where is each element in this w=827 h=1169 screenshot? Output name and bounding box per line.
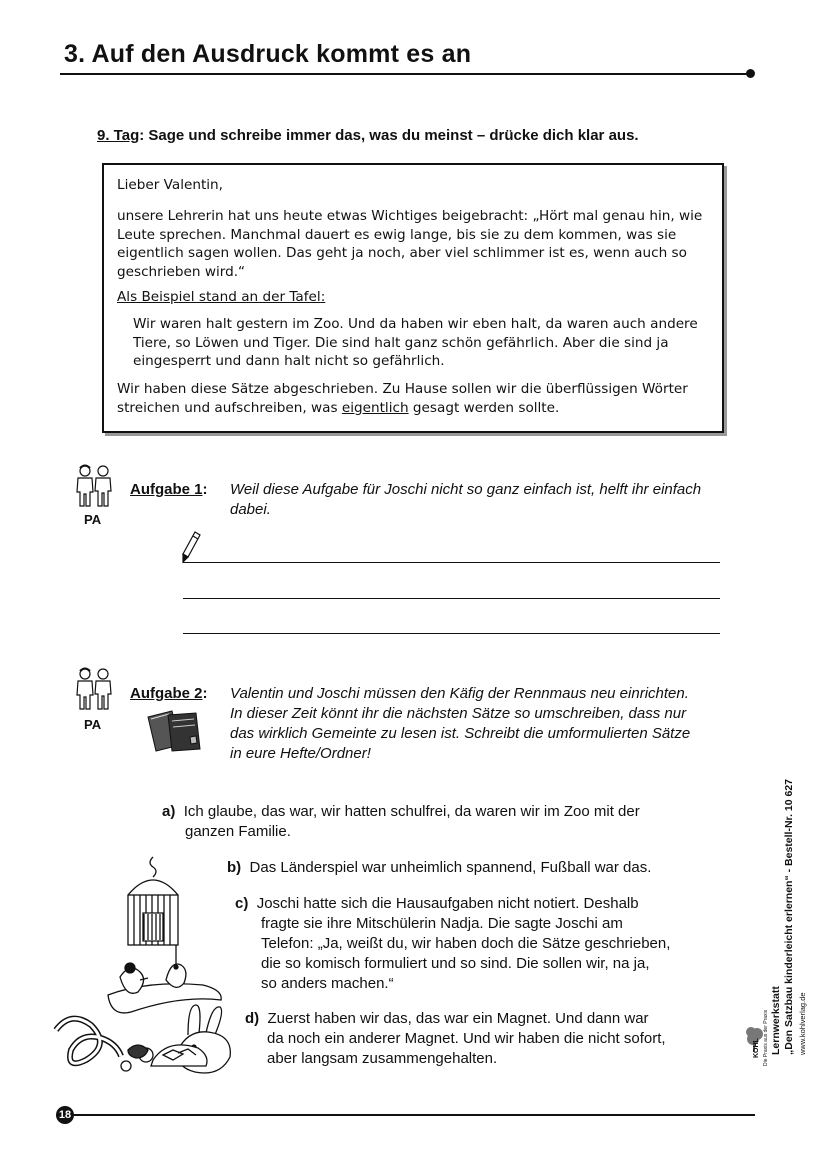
- task1-text: Weil diese Aufgabe für Joschi nicht so ganz einfach ist, helft ihr einfach dabei.: [230, 481, 702, 518]
- animals-cage-illustration: [48, 855, 243, 1085]
- item-c: [235, 894, 639, 914]
- item-a-cont: ganzen Familie.: [185, 823, 291, 840]
- task1-label: [130, 481, 208, 498]
- letter-greeting: Lieber Valentin,: [117, 177, 223, 193]
- day-text: : Sage und schreibe immer das, was du meinst – drücke dich klar aus.: [139, 127, 639, 144]
- item-c-line2: fragte sie ihre Mitschülerin Nadja. Die sagte Joschi am: [261, 915, 623, 932]
- task2-label-colon: :: [202, 685, 208, 702]
- task2-text: Valentin und Joschi müssen den Käfig der Rennmaus neu einrichten. In dieser Zeit könnt ihr die nächsten Sätze so umschreiben, dass nur das wirklich Gemeinte zu lesen ist. Schreibt die umformulierten Sätze in eure Hefte/Ordner!: [230, 685, 691, 762]
- task2-label: [130, 685, 208, 702]
- item-c-line3: Telefon: „Ja, weißt du, wir haben doch die Sätze geschrieben,: [261, 935, 671, 952]
- item-c-line5: so anders machen.“: [261, 975, 394, 992]
- letter-example-label: [117, 288, 325, 307]
- day-label: 9. Tag: [97, 127, 140, 144]
- title-rule: [60, 73, 750, 75]
- page-number: 18: [56, 1106, 74, 1124]
- letter-box: [102, 163, 724, 433]
- item-d-line1: Zuerst haben wir das, das war ein Magnet. Und dann war: [267, 1010, 649, 1027]
- example-label-text: Als Beispiel stand an der Tafel: [117, 289, 321, 305]
- pencil-icon: [180, 530, 202, 564]
- pa-label: PA: [84, 512, 102, 527]
- partner-work-icon: [74, 667, 114, 711]
- answer-line[interactable]: [183, 562, 720, 563]
- item-a-label: a): [162, 803, 176, 820]
- partner-work-icon: [74, 464, 114, 508]
- letter-body: unsere Lehrerin hat uns heute etwas Wichtiges beigebracht: „Hört mal genau hin, wie Leute sprechen. Manchmal dauert es ewig lange, bis sie zu dem kommen, was sie eigentlich sagen wollen. Das geht ja noch, aber viel schlimmer ist es, wenn auch so geschrieben wird.“: [117, 208, 703, 280]
- item-a-line1: Ich glaube, das war, wir hatten schulfrei, da waren wir im Zoo mit der: [183, 803, 640, 820]
- task1-label-text: Aufgabe 1: [130, 481, 203, 498]
- item-c-line4: die so komisch formuliert und so sind. Die sollen wir, na ja,: [261, 955, 650, 972]
- letter-closing: [117, 380, 709, 417]
- notebooks-icon: [146, 709, 206, 755]
- publisher-name: KOHL: [753, 1038, 760, 1058]
- closing-before: Wir haben diese Sätze abgeschrieben. Zu Hause sollen wir die überflüssigen Wörter streichen und aufschreiben, was: [117, 381, 688, 416]
- closing-after: gesagt werden sollte.: [408, 399, 560, 416]
- side-imprint: [770, 779, 809, 1055]
- side-line1: Lernwerkstatt: [770, 986, 782, 1055]
- item-c-line1: Joschi hatte sich die Hausaufgaben nicht notiert. Deshalb: [256, 895, 639, 912]
- task2-label-text: Aufgabe 2: [130, 685, 203, 702]
- closing-underlined: eigentlich: [341, 399, 409, 416]
- side-url: www.kohlverlag.de: [798, 992, 807, 1055]
- example-label-colon: :: [320, 289, 326, 305]
- item-d: [245, 1009, 649, 1029]
- task1-label-colon: :: [202, 481, 208, 498]
- page-title: 3. Auf den Ausdruck kommt es an: [64, 40, 472, 68]
- day-heading: [97, 127, 639, 144]
- item-a: [162, 802, 640, 822]
- title-rule-dot: [746, 69, 755, 78]
- letter-example: Wir waren halt gestern im Zoo. Und da haben wir eben halt, da waren auch andere Tiere, so Löwen und Tiger. Die sind halt ganz schön gefährlich. Aber die sind ja eingesperrt und dann halt nicht so gefährlich.: [133, 316, 698, 369]
- item-b-label: b): [227, 859, 242, 876]
- side-line2: „Den Satzbau kinderleicht erlernen“ - Bestell-Nr. 10 627: [783, 778, 795, 1055]
- item-b: [227, 858, 651, 878]
- publisher-tagline: Die Praxis aus der Praxis: [763, 1009, 769, 1066]
- item-d-line3: aber langsam zusammengehalten.: [267, 1050, 498, 1067]
- footer-rule: [72, 1114, 755, 1116]
- item-d-label: d): [245, 1010, 260, 1027]
- answer-line[interactable]: [183, 598, 720, 599]
- item-d-line2: da noch ein anderer Magnet. Und wir haben die nicht sofort,: [267, 1030, 666, 1047]
- pa-label: PA: [84, 717, 102, 732]
- item-c-label: c): [235, 895, 249, 912]
- item-b-line1: Das Länderspiel war unheimlich spannend, Fußball war das.: [249, 859, 652, 876]
- answer-line[interactable]: [183, 633, 720, 634]
